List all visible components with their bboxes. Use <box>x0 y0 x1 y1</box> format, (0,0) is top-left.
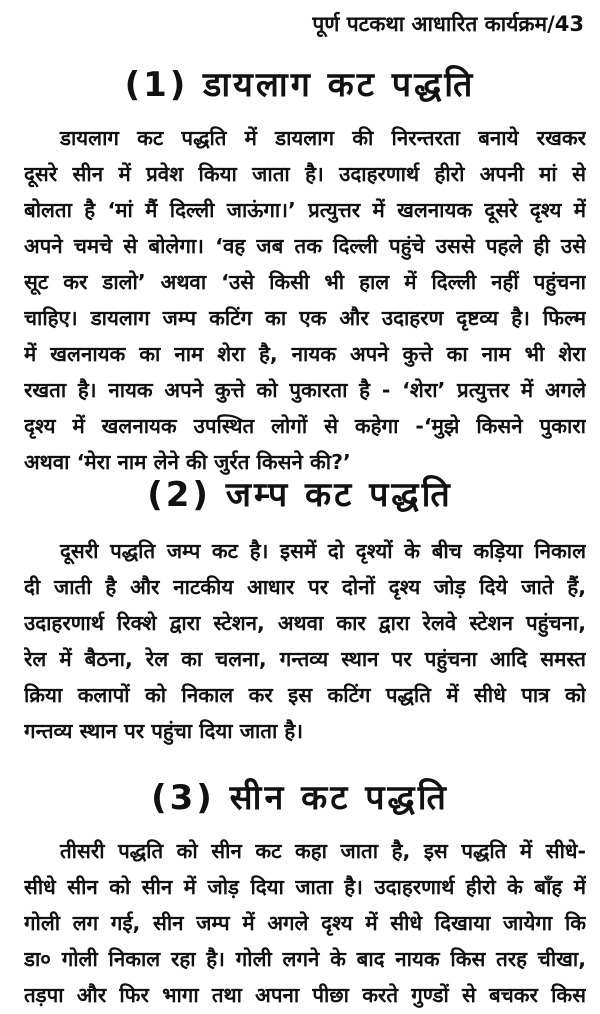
text-line: रेल में बैठना, रेल का चलना, गन्तव्य स्थान पर पहुंचना आदि समस्त <box>24 647 586 671</box>
paragraph-dialogue-cut <box>24 120 586 480</box>
text-line: क्रिया कलापों को निकाल कर इस कटिंग पद्धति में सीधे पात्र को <box>24 683 586 707</box>
text-line: अथवा ‘मेरा नाम लेने की जुर्रत किसने की?’ <box>24 450 351 474</box>
text-line: चाहिए। डायलाग जम्प कटिंग का एक और उदाहरण दृष्टव्य है। फिल्म <box>24 306 586 330</box>
text-line: डा० गोली निकाल रहा है। गोली लगने के बाद नायक किस तरह चीखा, <box>24 947 586 971</box>
text-line: रखता है। नायक अपने कुत्ते को पुकारता है - ‘शेरा’ प्रत्युत्तर में अगले <box>24 378 586 402</box>
text-line: तड़पा और फिर भागा तथा अपना पीछा करते गुण्डों से बचकर किस <box>24 983 586 1007</box>
paragraph-jump-cut <box>24 533 586 749</box>
text-line: सूट कर डालो’ अथवा ‘उसे किसी भी हाल में दिल्ली नहीं पहुंचना <box>24 270 586 294</box>
paragraph-scene-cut <box>24 833 586 1013</box>
text-line: गन्तव्य स्थान पर पहुंचा दिया जाता है। <box>24 719 304 743</box>
text-line: बोलता है ‘मां मैं दिल्ली जाऊंगा।’ प्रत्युत्तर में खलनायक दूसरे दृश्य में <box>24 198 586 222</box>
text-line: दूसरे सीन में प्रवेश किया जाता है। उदाहरणार्थ हीरो अपनी मां से <box>24 162 586 186</box>
section-heading-dialogue-cut: (1) डायलाग कट पद्धति <box>124 65 476 105</box>
text-line: सीधे सीन को सीन में जोड़ दिया जाता है। उदाहरणार्थ हीरो के बाँह में <box>24 875 586 899</box>
text-line: तीसरी पद्धति को सीन कट कहा जाता है, इस पद्धति में सीधे- <box>60 839 586 863</box>
section-heading-jump-cut: (2) जम्प कट पद्धति <box>147 475 453 515</box>
text-line: अपने चमचे से बोलेगा। ‘वह जब तक दिल्ली पहुंचे उससे पहले ही उसे <box>24 234 586 258</box>
running-header: पूर्ण पटकथा आधारित कार्यक्रम/43 <box>312 12 584 36</box>
text-line: में खलनायक का नाम शेरा है, नायक अपने कुत्ते का नाम भी शेरा <box>24 342 586 366</box>
text-line: दूसरी पद्धति जम्प कट है। इसमें दो दृश्यों के बीच कड़िया निकाल <box>60 539 586 563</box>
text-line: गोली लग गई, सीन जम्प में अगले दृश्य में सीधे दिखाया जायेगा कि <box>24 911 586 935</box>
text-line: डायलाग कट पद्धति में डायलाग की निरन्तरता बनाये रखकर <box>60 126 586 150</box>
section-heading-scene-cut: (3) सीन कट पद्धति <box>151 778 449 818</box>
text-line: दृश्य में खलनायक उपस्थित लोगों से कहेगा -‘मुझे किसने पुकारा <box>24 414 586 438</box>
text-line: दी जाती है और नाटकीय आधार पर दोनों दृश्य जोड़ दिये जाते हैं, <box>24 575 586 599</box>
text-line: उदाहरणार्थ रिक्शे द्वारा स्टेशन, अथवा कार द्वारा रेलवे स्टेशन पहुंचना, <box>24 611 586 635</box>
